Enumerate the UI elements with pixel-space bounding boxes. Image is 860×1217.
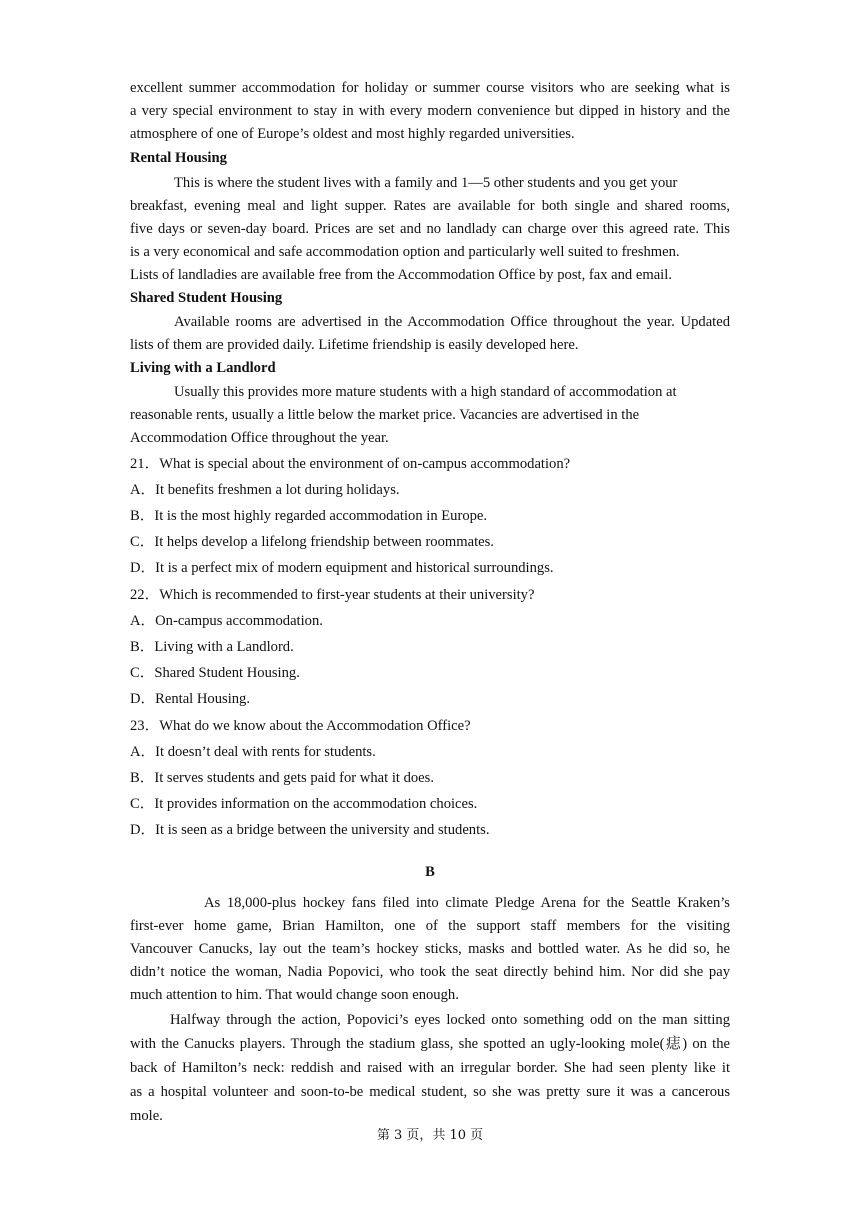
section-line: Accommodation Office throughout the year. [130, 430, 389, 446]
section-heading-living-with-landlord: Living with a Landlord [130, 360, 276, 376]
question-option: B．It serves students and gets paid for what it does. [130, 770, 434, 786]
section-line: lists of them are provided daily. Lifetime friendship is easily developed here. [130, 337, 579, 353]
passage-line: didn’t notice the woman, Nadia Popovici, who took the seat directly behind him. Nor did she pay [130, 964, 730, 980]
passage-line: mole. [130, 1108, 163, 1124]
question-option: D．It is seen as a bridge between the university and students. [130, 822, 490, 838]
section-line: five days or seven-day board. Prices are set and no landlady can charge over this agreed rate. This [130, 221, 730, 237]
passage-line: Vancouver Canucks, lay out the team’s hockey sticks, masks and bottled water. As he did so, he [130, 941, 730, 957]
section-line: Usually this provides more mature students with a high standard of accommodation at [174, 384, 677, 400]
passage-line: as a hospital volunteer and soon-to-be medical student, so she was pretty sure it was a cancerous [130, 1084, 730, 1100]
question-option: D．Rental Housing. [130, 691, 250, 707]
section-line: Available rooms are advertised in the Accommodation Office throughout the year. Updated [174, 314, 730, 330]
passage-line: much attention to him. That would change soon enough. [130, 987, 459, 1003]
section-line: Lists of landladies are available free from the Accommodation Office by post, fax and email. [130, 267, 672, 283]
question-option: A．It benefits freshmen a lot during holidays. [130, 482, 400, 498]
question-stem-22: 22．Which is recommended to first-year students at their university? [130, 587, 535, 603]
passage-line: back of Hamilton’s neck: reddish and raised with an irregular border. She had seen plenty like it [130, 1060, 730, 1076]
section-line: is a very economical and safe accommodation option and particularly well suited to freshmen. [130, 244, 680, 260]
section-line: This is where the student lives with a family and 1—5 other students and you get your [174, 175, 678, 191]
question-option: A．On-campus accommodation. [130, 613, 323, 629]
question-stem-23: 23．What do we know about the Accommodation Office? [130, 718, 471, 734]
question-option: C．It helps develop a lifelong friendship between roommates. [130, 534, 494, 550]
passage-line: Halfway through the action, Popovici’s eyes locked onto something odd on the man sitting [170, 1012, 730, 1028]
question-option: B．It is the most highly regarded accommodation in Europe. [130, 508, 488, 524]
intro-line: atmosphere of one of Europe’s oldest and most highly regarded universities. [130, 126, 575, 142]
passage-line: with the Canucks players. Through the stadium glass, she spotted an ugly-looking mole(痣) on the [130, 1036, 730, 1052]
question-option: A．It doesn’t deal with rents for students. [130, 744, 376, 760]
question-stem-21: 21．What is special about the environment of on-campus accommodation? [130, 456, 571, 472]
section-line: reasonable rents, usually a little below the market price. Vacancies are advertised in the [130, 407, 640, 423]
section-heading-shared-student-housing: Shared Student Housing [130, 290, 283, 306]
section-line: breakfast, evening meal and light supper. Rates are available for both single and shared rooms, [130, 198, 730, 214]
intro-line: excellent summer accommodation for holiday or summer course visitors who are seeking what is [130, 80, 730, 96]
question-option: C．It provides information on the accommodation choices. [130, 796, 478, 812]
question-option: C．Shared Student Housing. [130, 665, 300, 681]
question-option: D．It is a perfect mix of modern equipment and historical surroundings. [130, 560, 554, 576]
passage-label: B [425, 864, 435, 880]
intro-line: a very special environment to stay in with every modern convenience but dipped in history and the [130, 103, 730, 119]
passage-line: first-ever home game, Brian Hamilton, one of the support staff members for the visiting [130, 918, 730, 934]
page-footer: 第 3 页，共 10 页 [376, 1128, 484, 1143]
question-option: B．Living with a Landlord. [130, 639, 294, 655]
passage-line: As 18,000-plus hockey fans filed into climate Pledge Arena for the Seattle Kraken’s [204, 895, 730, 911]
section-heading-rental-housing: Rental Housing [130, 150, 227, 166]
